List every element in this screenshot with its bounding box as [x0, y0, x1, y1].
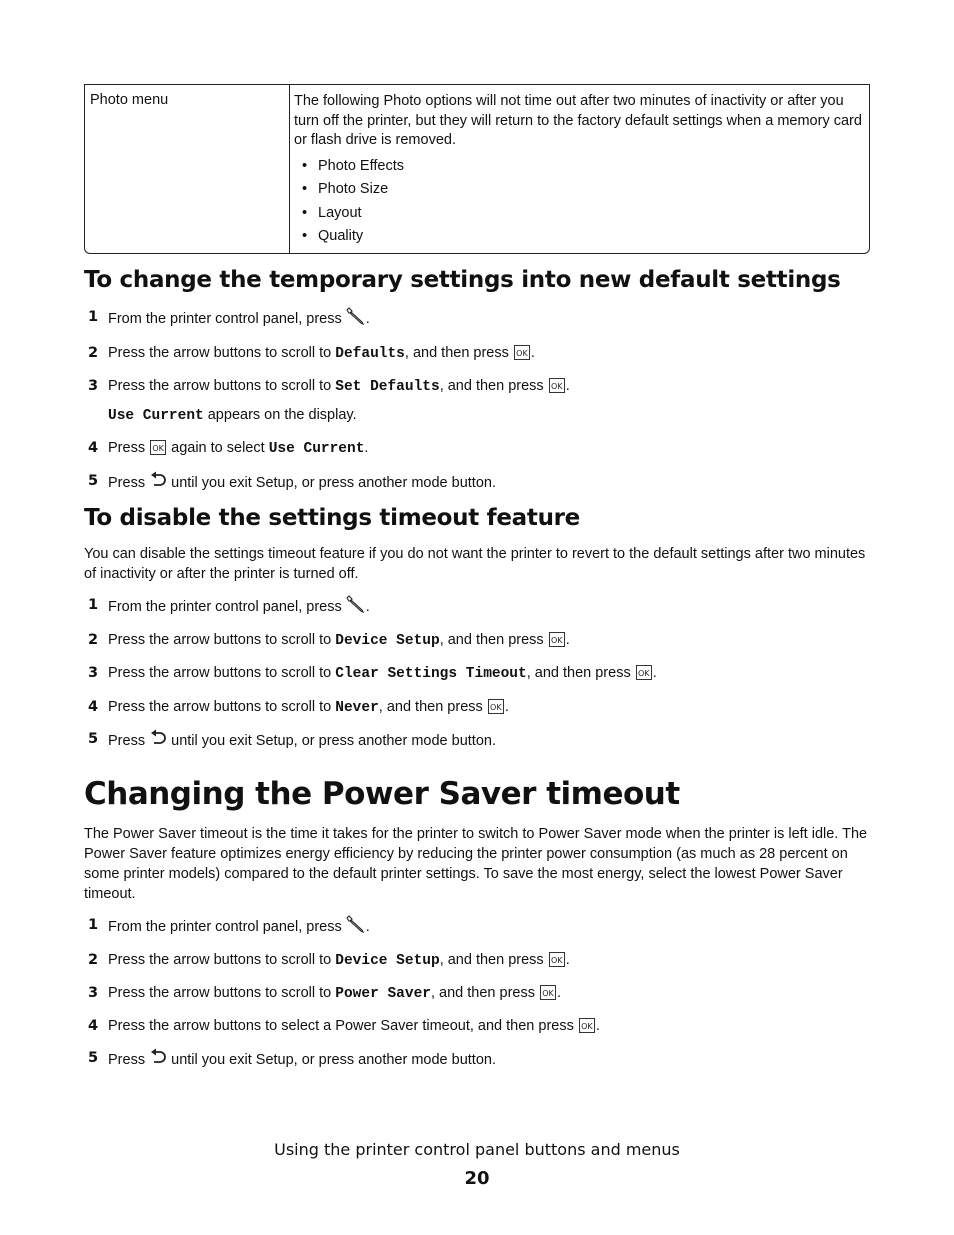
- step-number: 5: [88, 473, 99, 489]
- step-item: 1 From the printer control panel, press .: [84, 307, 870, 331]
- wrench-icon: [346, 915, 366, 939]
- step-text: Press the arrow buttons to scroll to: [108, 378, 336, 394]
- ok-button-icon: OK: [488, 699, 504, 714]
- step-number: 1: [88, 597, 99, 613]
- step-item: 2 Press the arrow buttons to scroll to Device Setup, and then press OK .: [88, 952, 570, 969]
- menu-option: Clear Settings Timeout: [335, 666, 527, 682]
- ok-button-icon: OK: [514, 345, 530, 360]
- page-content: [84, 84, 870, 1068]
- menu-option: Never: [335, 700, 379, 716]
- step-number: 4: [88, 699, 99, 715]
- back-arrow-icon: [149, 729, 167, 753]
- step-number: 2: [88, 632, 99, 648]
- section-intro: The Power Saver timeout is the time it takes for the printer to switch to Power Saver mode when the printer is left idle. The Power Saver feature optimizes energy efficiency by reducing the printer power consumption (as much as 28 percent on some printer models) compared to the default printer settings. To save the most energy, select the lowest Power Saver timeout.: [84, 826, 868, 902]
- table-description-cell: [290, 85, 869, 253]
- section-intro: You can disable the settings timeout feature if you do not want the printer to revert to the default settings after two minutes of inactivity or after the printer is turned off.: [84, 546, 866, 582]
- step-item: 5 Press until you exit Setup, or press another mode button.: [84, 1048, 870, 1072]
- photo-options-list: [294, 155, 865, 249]
- menu-option: Device Setup: [335, 953, 440, 969]
- step-text: Press the arrow buttons to scroll to: [108, 699, 336, 715]
- wrench-icon: [346, 307, 366, 331]
- step-text: Press: [108, 1052, 146, 1068]
- step-item: 1 From the printer control panel, press .: [84, 595, 870, 619]
- page-title: Changing the Power Saver timeout: [84, 776, 680, 812]
- section-heading: To disable the settings timeout feature: [84, 505, 580, 531]
- list-item: • Photo Effects: [294, 155, 865, 179]
- step-text: From the printer control panel, press: [108, 311, 342, 327]
- step-item: 3 Press the arrow buttons to scroll to Power Saver, and then press OK .: [88, 985, 562, 1002]
- step-text: Press the arrow buttons to scroll to: [108, 985, 336, 1001]
- steps-list: [84, 307, 870, 495]
- section-heading: To change the temporary settings into new default settings: [84, 267, 841, 293]
- step-item: 1 From the printer control panel, press .: [84, 915, 870, 939]
- step-number: 1: [88, 917, 99, 933]
- step-number: 4: [88, 1018, 99, 1034]
- step-item: 2 Press the arrow buttons to scroll to Device Setup, and then press OK .: [88, 632, 570, 649]
- step-text: Press the arrow buttons to scroll to: [108, 952, 336, 968]
- step-text: From the printer control panel, press: [108, 919, 342, 935]
- step-item: 4 Press OK again to select Use Current.: [88, 440, 369, 457]
- back-arrow-icon: [149, 1048, 167, 1072]
- step-number: 3: [88, 378, 99, 394]
- step-text: Press the arrow buttons to scroll to: [108, 665, 336, 681]
- step-text: Press the arrow buttons to scroll to: [108, 632, 336, 648]
- table-description: The following Photo options will not time out after two minutes of inactivity or after you turn off the printer, but they will return to the factory default settings when a memory card or flash drive is removed.: [294, 93, 862, 148]
- menu-option: Power Saver: [335, 986, 431, 1002]
- step-number: 5: [88, 1050, 99, 1066]
- list-item: • Photo Size: [294, 178, 865, 202]
- ok-button-icon: OK: [549, 632, 565, 647]
- step-number: 2: [88, 345, 99, 361]
- menu-option: Use Current: [268, 441, 365, 457]
- step-number: 5: [88, 731, 99, 747]
- menu-option: Device Setup: [335, 633, 440, 649]
- step-number: 1: [88, 309, 99, 325]
- step-text: Press the arrow buttons to scroll to: [108, 345, 336, 361]
- step-number: 3: [88, 985, 99, 1001]
- ok-button-icon: OK: [579, 1018, 595, 1033]
- step-number: 3: [88, 665, 99, 681]
- ok-button-icon: OK: [540, 985, 556, 1000]
- menu-option: Use Current: [108, 408, 204, 424]
- step-text: Press the arrow buttons to select a Power Saver timeout, and then press: [108, 1018, 574, 1034]
- table-label: Photo menu: [85, 85, 290, 253]
- menu-option: Defaults: [335, 346, 405, 362]
- step-item: 3 Press the arrow buttons to scroll to Clear Settings Timeout, and then press OK .: [88, 665, 657, 682]
- steps-list: [84, 595, 870, 753]
- step-text: Press: [108, 475, 146, 491]
- ok-button-icon: OK: [549, 952, 565, 967]
- footer-title: Using the printer control panel buttons and menus: [274, 1140, 680, 1159]
- list-item: • Quality: [294, 225, 865, 249]
- step-item: 2 Press the arrow buttons to scroll to Defaults, and then press OK .: [88, 345, 535, 362]
- step-note: Use Current appears on the display.: [108, 407, 357, 424]
- page-number: 20: [464, 1168, 490, 1189]
- step-number: 4: [88, 440, 99, 456]
- step-number: 2: [88, 952, 99, 968]
- menu-option: Set Defaults: [335, 379, 440, 395]
- step-item: 4 Press the arrow buttons to select a Power Saver timeout, and then press OK .: [88, 1018, 600, 1034]
- ok-button-icon: OK: [150, 440, 166, 455]
- step-item: 3 Press the arrow buttons to scroll to Set Defaults, and then press OK .: [88, 378, 570, 395]
- ok-button-icon: OK: [636, 665, 652, 680]
- step-text: From the printer control panel, press: [108, 599, 342, 615]
- steps-list: [84, 915, 870, 1072]
- step-item: 5 Press until you exit Setup, or press another mode button.: [84, 471, 870, 495]
- step-text: Press: [108, 440, 146, 456]
- ok-button-icon: OK: [549, 378, 565, 393]
- step-item: 4 Press the arrow buttons to scroll to Never, and then press OK .: [88, 699, 509, 716]
- photo-menu-table: [84, 84, 870, 254]
- wrench-icon: [346, 595, 366, 619]
- step-text: Press: [108, 733, 146, 749]
- back-arrow-icon: [149, 471, 167, 495]
- step-item: 5 Press until you exit Setup, or press another mode button.: [84, 729, 870, 753]
- list-item: • Layout: [294, 202, 865, 226]
